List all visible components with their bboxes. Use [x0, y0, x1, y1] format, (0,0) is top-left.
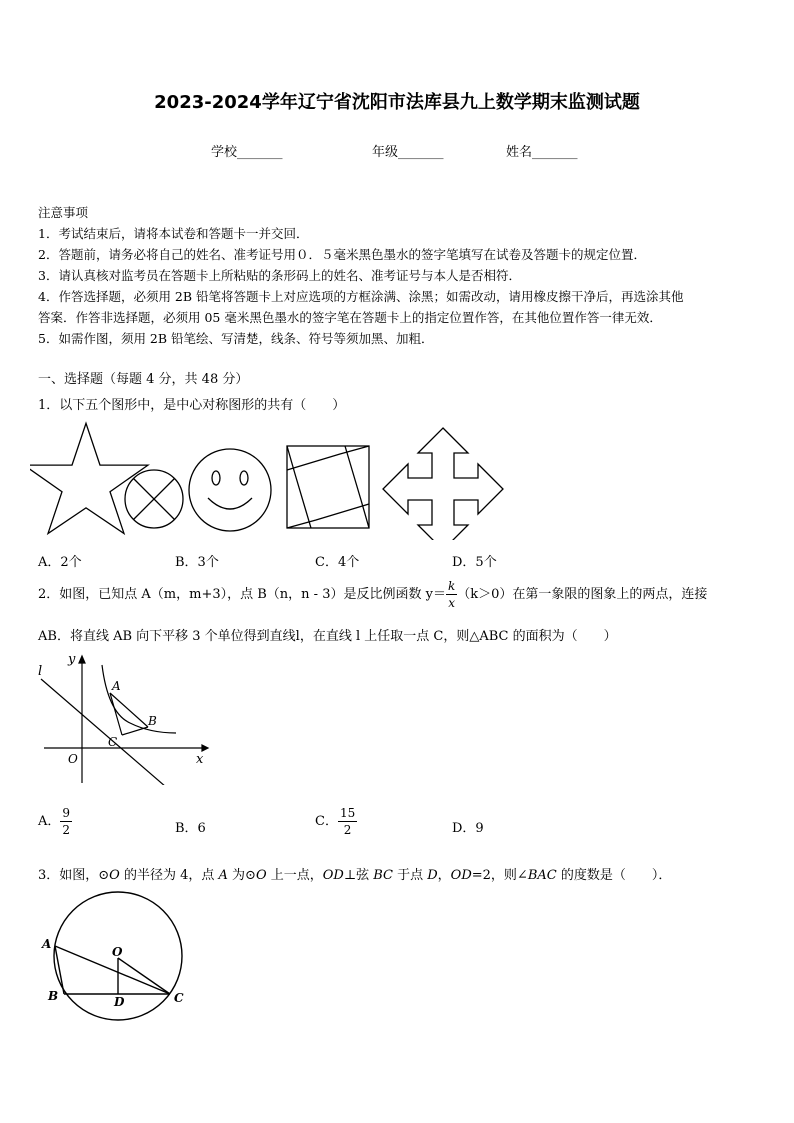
- y-axis-arrow: [79, 656, 85, 663]
- name-field: 姓名_______: [506, 145, 578, 160]
- pinwheel-square-figure: [287, 446, 369, 528]
- q3-var: BAC: [527, 868, 557, 883]
- note-item: 2．答题前，请务必将自己的姓名、准考证号用０．５毫米黑色墨水的签字笔填写在试卷及答题卡的规定位置．: [38, 247, 646, 262]
- question-2-stem-line-2: AB．将直线 AB 向下平移 3 个单位得到直线l，在直线 l 上任取一点 C，则△ABC 的面积为（ ）: [38, 629, 617, 644]
- x-axis-arrow: [202, 745, 208, 751]
- note-item: 1．考试结束后，请将本试卷和答题卡一并交回．: [38, 226, 309, 241]
- question-2-option-d[interactable]: D．9: [452, 821, 484, 836]
- q3-var: O: [255, 868, 267, 883]
- q3-text: 于点: [392, 868, 428, 883]
- question-2-option-b[interactable]: B．6: [175, 821, 206, 836]
- smiley-face-figure: [189, 449, 271, 531]
- segment-ac: [110, 693, 122, 735]
- question-1-figures: [30, 420, 570, 540]
- star-figure: [30, 423, 148, 533]
- note-item: 3．请认真核对监考员在答题卡上所粘贴的条形码上的姓名、准考证号与本人是否相符．: [38, 268, 521, 283]
- question-2-option-a[interactable]: [38, 805, 72, 838]
- question-1-option-b[interactable]: B．3个: [175, 555, 219, 570]
- notes-block: [38, 202, 758, 349]
- option-a-numerator: 9: [62, 806, 71, 820]
- label-o: O: [68, 752, 78, 766]
- option-c-numerator: 15: [339, 806, 356, 820]
- line-l: [41, 679, 166, 785]
- question-2-option-c[interactable]: [315, 805, 357, 838]
- question-2-stem-part-b: （k＞0）在第一象限的图象上的两点，连接: [457, 587, 708, 602]
- note-item: 答案．作答非选择题，必须用 05 毫米黑色墨水的签字笔在答题卡上的指定位置作答，在其他位置作答一律无效．: [38, 310, 662, 325]
- segment-bc: [122, 727, 148, 735]
- question-2-stem: [38, 578, 707, 611]
- question-1-option-d[interactable]: D．5个: [452, 555, 497, 570]
- q3-var: D: [427, 868, 438, 883]
- label-c: C: [174, 991, 184, 1005]
- four-arrow-figure: [383, 428, 503, 540]
- question-2-figure: [30, 645, 220, 785]
- q3-text: 的度数是（ ）．: [556, 868, 672, 883]
- option-a-prefix: A．: [38, 814, 61, 829]
- label-d: D: [114, 995, 125, 1009]
- question-3-stem: [38, 864, 671, 883]
- fraction-k-over-x: [446, 578, 457, 611]
- q3-var: OD: [450, 868, 472, 883]
- segment-ab: [55, 946, 64, 994]
- circle-cross-figure: [125, 470, 183, 528]
- fraction-numerator: k: [447, 579, 456, 593]
- question-1-stem: 1．以下五个图形中，是中心对称图形的共有（ ）: [38, 398, 346, 413]
- note-item: 4．作答选择题，必须用 2B 铅笔将答题卡上对应选项的方框涂满、涂黑；如需改动，请用橡皮擦干净后，再选涂其他: [38, 289, 684, 304]
- q3-text: 为⊙: [227, 868, 256, 883]
- label-y: y: [68, 652, 76, 667]
- q3-var: BC: [373, 868, 393, 883]
- q3-text: 上一点，: [266, 868, 323, 883]
- label-l: l: [38, 664, 43, 679]
- option-c-prefix: C．: [315, 814, 338, 829]
- option-a-fraction: [60, 805, 72, 838]
- q3-text: 3．如图，⊙: [38, 868, 110, 883]
- label-o: O: [112, 945, 123, 959]
- q3-var: A: [218, 868, 228, 883]
- page-title: 2023-2024学年辽宁省沈阳市法库县九上数学期末监测试题: [154, 92, 640, 113]
- option-c-denominator: 2: [343, 823, 352, 837]
- section-heading: 一、选择题（每题 4 分，共 48 分）: [38, 372, 249, 387]
- question-1-option-a[interactable]: A．2个: [38, 555, 82, 570]
- q3-var: OD: [322, 868, 344, 883]
- option-a-denominator: 2: [62, 823, 71, 837]
- label-a: A: [42, 937, 52, 951]
- label-b: B: [48, 989, 59, 1003]
- q3-text: ⊥弦: [343, 868, 374, 883]
- q3-var: O: [109, 868, 120, 883]
- q3-text: 的半径为 4，点: [119, 868, 219, 883]
- school-field: 学校_______: [211, 145, 283, 160]
- notes-heading: 注意事项: [38, 205, 89, 220]
- hyperbola-curve: [102, 665, 176, 733]
- question-3-figure: [34, 890, 204, 1030]
- label-b: B: [148, 714, 157, 728]
- label-c: C: [108, 735, 118, 749]
- question-2-stem-part-a: 2．如图，已知点 A（m，m+3），点 B（n，n - 3）是反比例函数 y＝: [38, 587, 446, 602]
- option-c-fraction: [338, 805, 357, 838]
- grade-field: 年级_______: [372, 145, 444, 160]
- q3-text: =2，则∠: [471, 868, 528, 883]
- label-a: A: [112, 679, 121, 693]
- label-x: x: [196, 752, 204, 767]
- q3-text: ，: [437, 868, 451, 883]
- fraction-denominator: x: [448, 596, 455, 610]
- note-item: 5．如需作图，须用 2B 铅笔绘、写清楚，线条、符号等须加黑、加粗．: [38, 331, 434, 346]
- question-1-option-c[interactable]: C．4个: [315, 555, 360, 570]
